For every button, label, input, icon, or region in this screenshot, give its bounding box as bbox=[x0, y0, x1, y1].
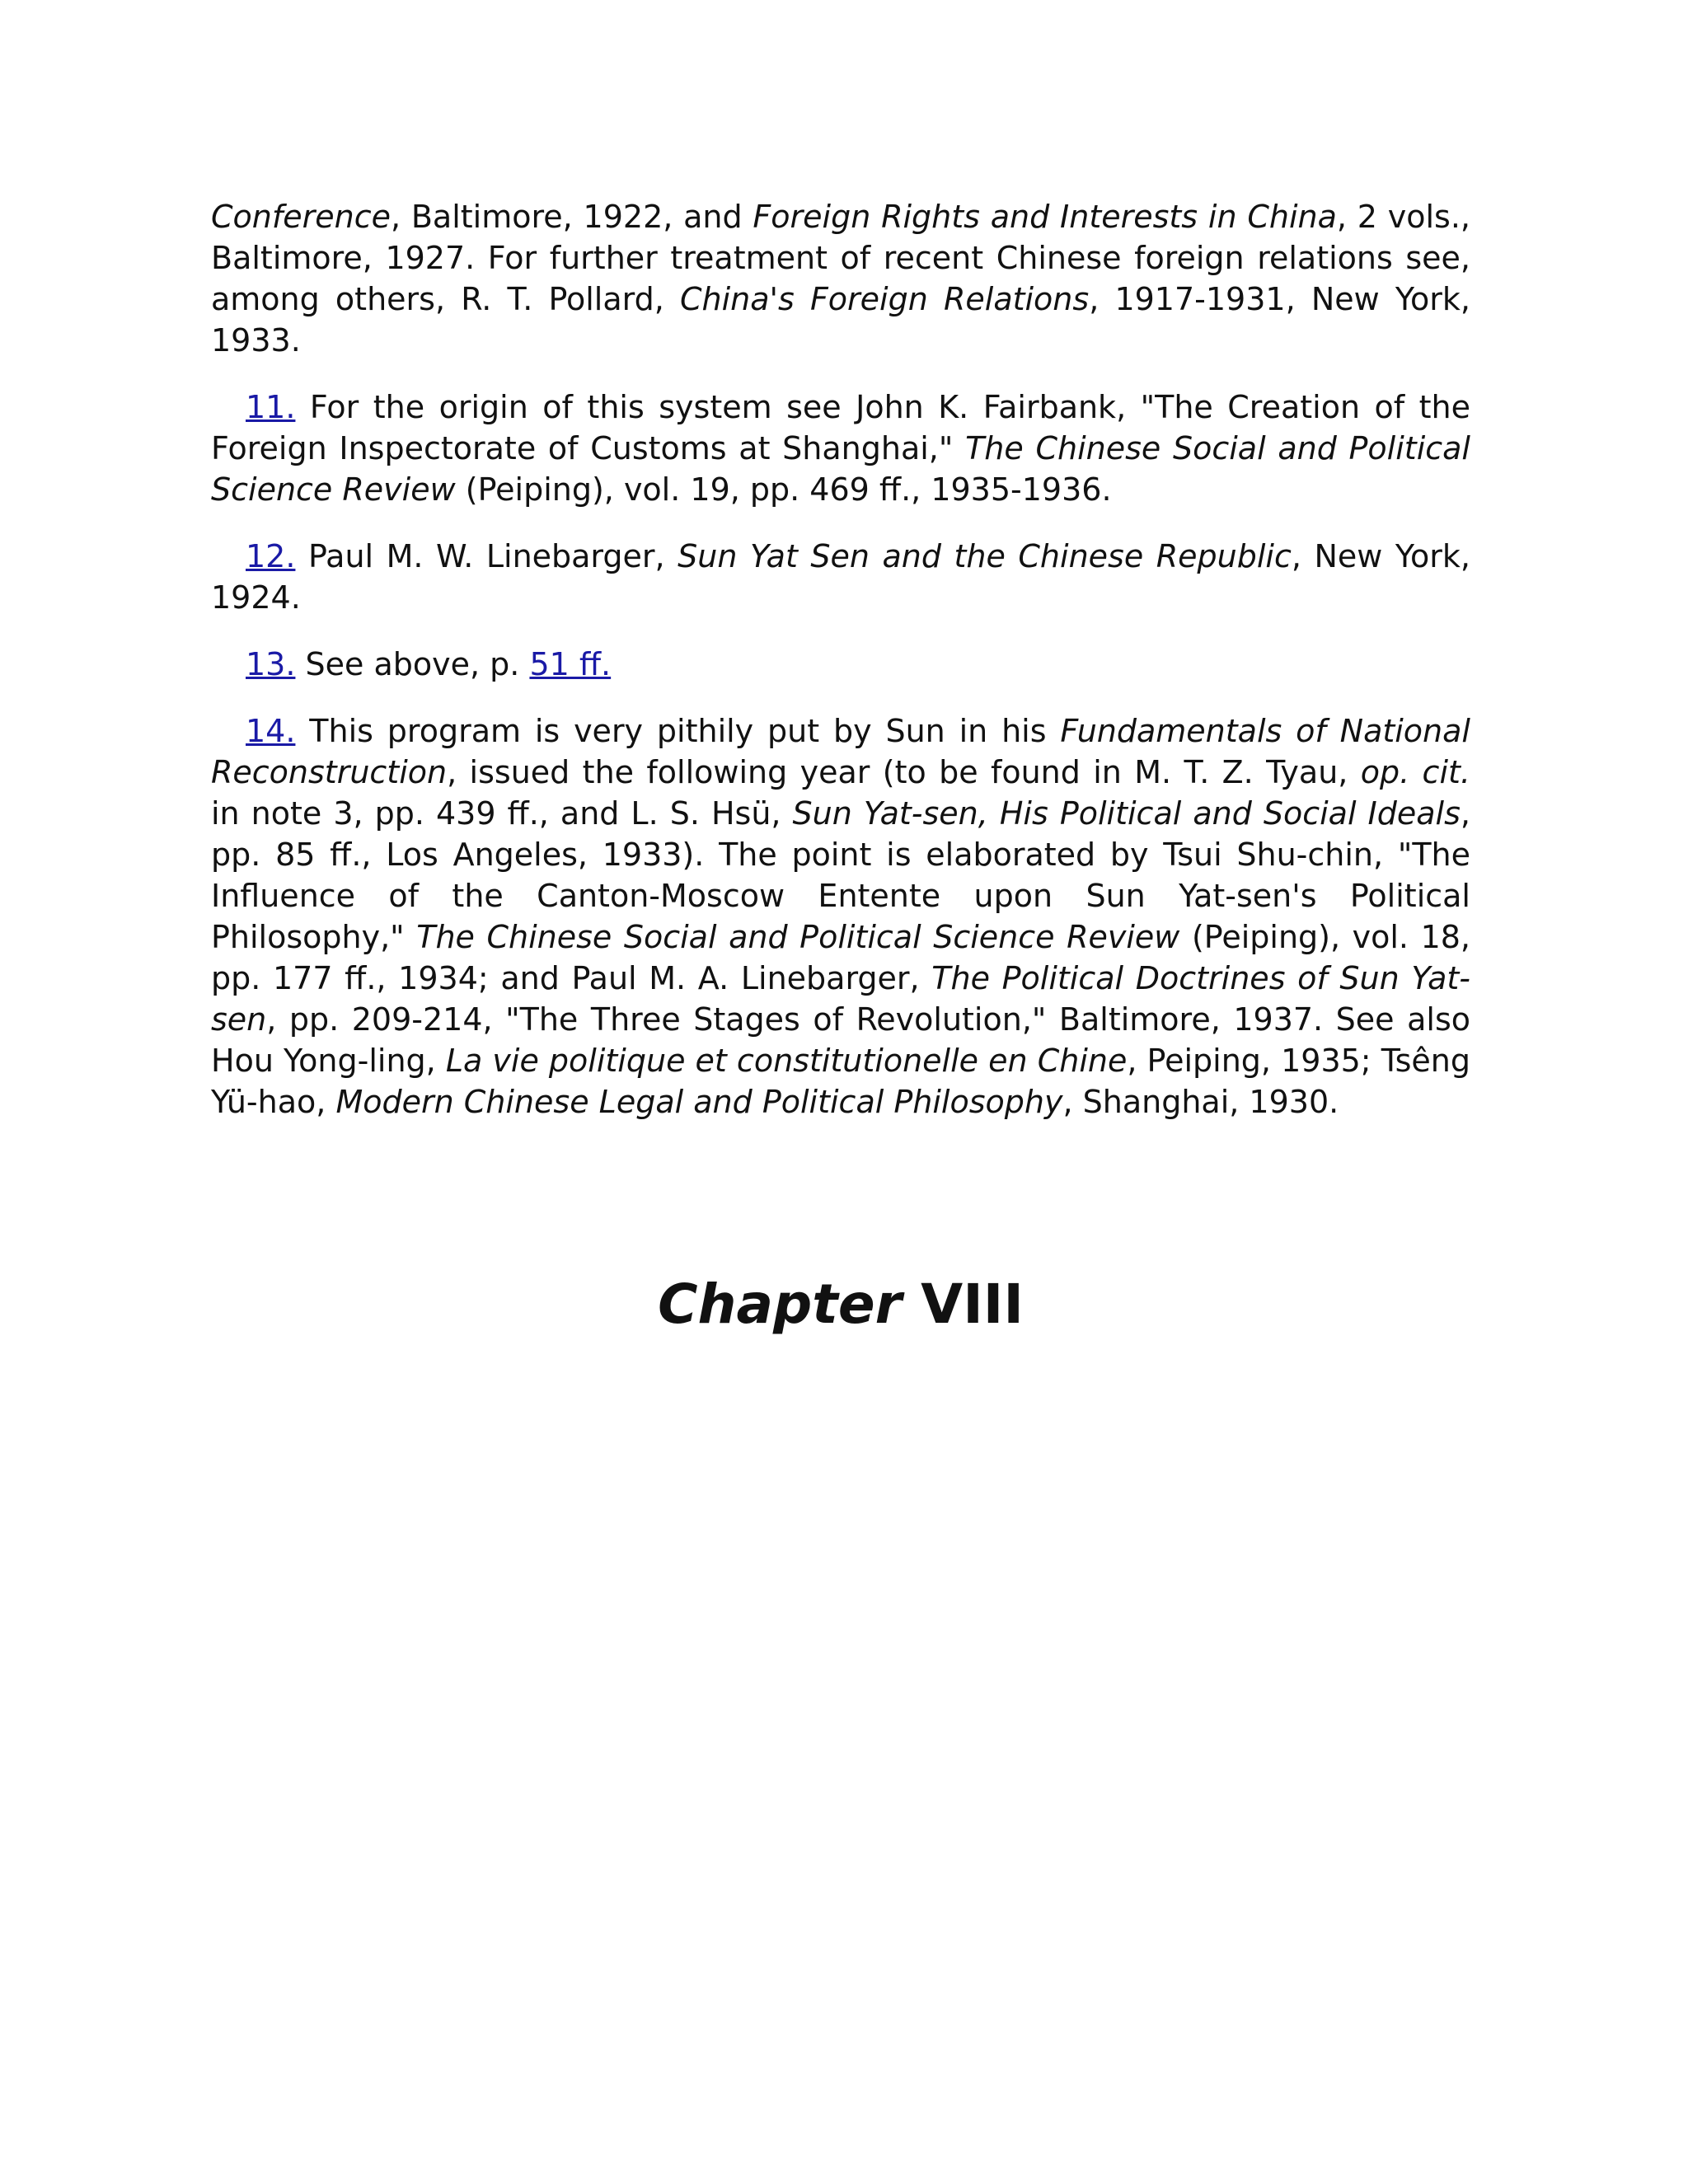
footnotes-section bbox=[211, 196, 1470, 1148]
title-italic: China's Foreign Relations bbox=[679, 281, 1090, 317]
title-italic: Foreign Rights and Interests in China bbox=[753, 199, 1337, 235]
chapter-heading bbox=[211, 1272, 1470, 1338]
title-italic: Sun Yat-sen, His Political and Social Ideals bbox=[792, 795, 1461, 832]
footnote-continuation bbox=[211, 196, 1470, 361]
chapter-number: VIII bbox=[921, 1272, 1024, 1336]
note-text: This program is very pithily put by Sun in his bbox=[295, 713, 1061, 749]
title-italic: The Chinese Social and Political Science Review bbox=[416, 919, 1180, 955]
title-italic: Sun Yat Sen and the Chinese Republic bbox=[678, 538, 1292, 574]
note-text: , Baltimore, 1922, and bbox=[390, 199, 753, 235]
note-text: , pp. 85 ff., Los Angeles, 1933). The point is elaborated by Tsui Shu-chin, "The Influence of the Canton-Moscow Entente upon Sun Yat-sen's Political Philosophy," bbox=[211, 795, 1470, 955]
note-text: , Shanghai, 1930. bbox=[1062, 1084, 1339, 1120]
footnote-ref-link[interactable]: 13. bbox=[246, 646, 296, 682]
title-italic: Modern Chinese Legal and Political Philosophy bbox=[335, 1084, 1063, 1120]
note-text: , 1917-1931, New York, 1933. bbox=[211, 281, 1470, 359]
note-text: , pp. 209-214, "The Three Stages of Revolution," Baltimore, 1937. See also Hou Yong-ling, bbox=[211, 1001, 1470, 1079]
footnote-14 bbox=[211, 710, 1470, 1122]
note-text: , 2 vols., Baltimore, 1927. For further treatment of recent Chinese foreign relations see, among others, R. T. Pollard, bbox=[211, 199, 1470, 317]
note-text: in note 3, pp. 439 ff., and L. S. Hsü, bbox=[211, 795, 793, 832]
title-italic: Conference bbox=[211, 199, 391, 235]
title-italic: The Political Doctrines of Sun Yat-sen bbox=[211, 960, 1470, 1038]
title-italic: The Chinese Social and Political Science Review bbox=[211, 430, 1470, 508]
footnote-12 bbox=[211, 536, 1470, 618]
note-text: Paul M. W. Linebarger, bbox=[295, 538, 678, 574]
footnote-ref-link[interactable]: 11. bbox=[246, 389, 296, 425]
chapter-word: Chapter bbox=[658, 1272, 903, 1336]
page-reference-link[interactable]: 51 ff. bbox=[529, 646, 612, 682]
note-text: , New York, 1924. bbox=[211, 538, 1470, 616]
note-text: , Peiping, 1935; Tsêng Yü-hao, bbox=[211, 1043, 1471, 1120]
note-text: (Peiping), vol. 19, pp. 469 ff., 1935-1936. bbox=[455, 471, 1112, 508]
footnote-ref-link[interactable]: 12. bbox=[246, 538, 296, 574]
title-italic: La vie politique et constitutionelle en Chine bbox=[445, 1043, 1128, 1079]
note-text: (Peiping), vol. 18, pp. 177 ff., 1934; and Paul M. A. Linebarger, bbox=[211, 919, 1471, 996]
footnote-13 bbox=[211, 644, 1470, 685]
note-text: See above, p. bbox=[295, 646, 530, 682]
footnote-11 bbox=[211, 387, 1470, 510]
title-italic: Fundamentals of National Reconstruction bbox=[211, 713, 1470, 790]
note-text: , issued the following year (to be found in M. T. Z. Tyau, bbox=[447, 754, 1361, 790]
footnote-ref-link[interactable]: 14. bbox=[246, 713, 296, 749]
note-text: For the origin of this system see John K. Fairbank, "The Creation of the Foreign Inspectorate of Customs at Shanghai," bbox=[211, 389, 1470, 466]
abbreviation-italic: op. cit. bbox=[1360, 754, 1470, 790]
